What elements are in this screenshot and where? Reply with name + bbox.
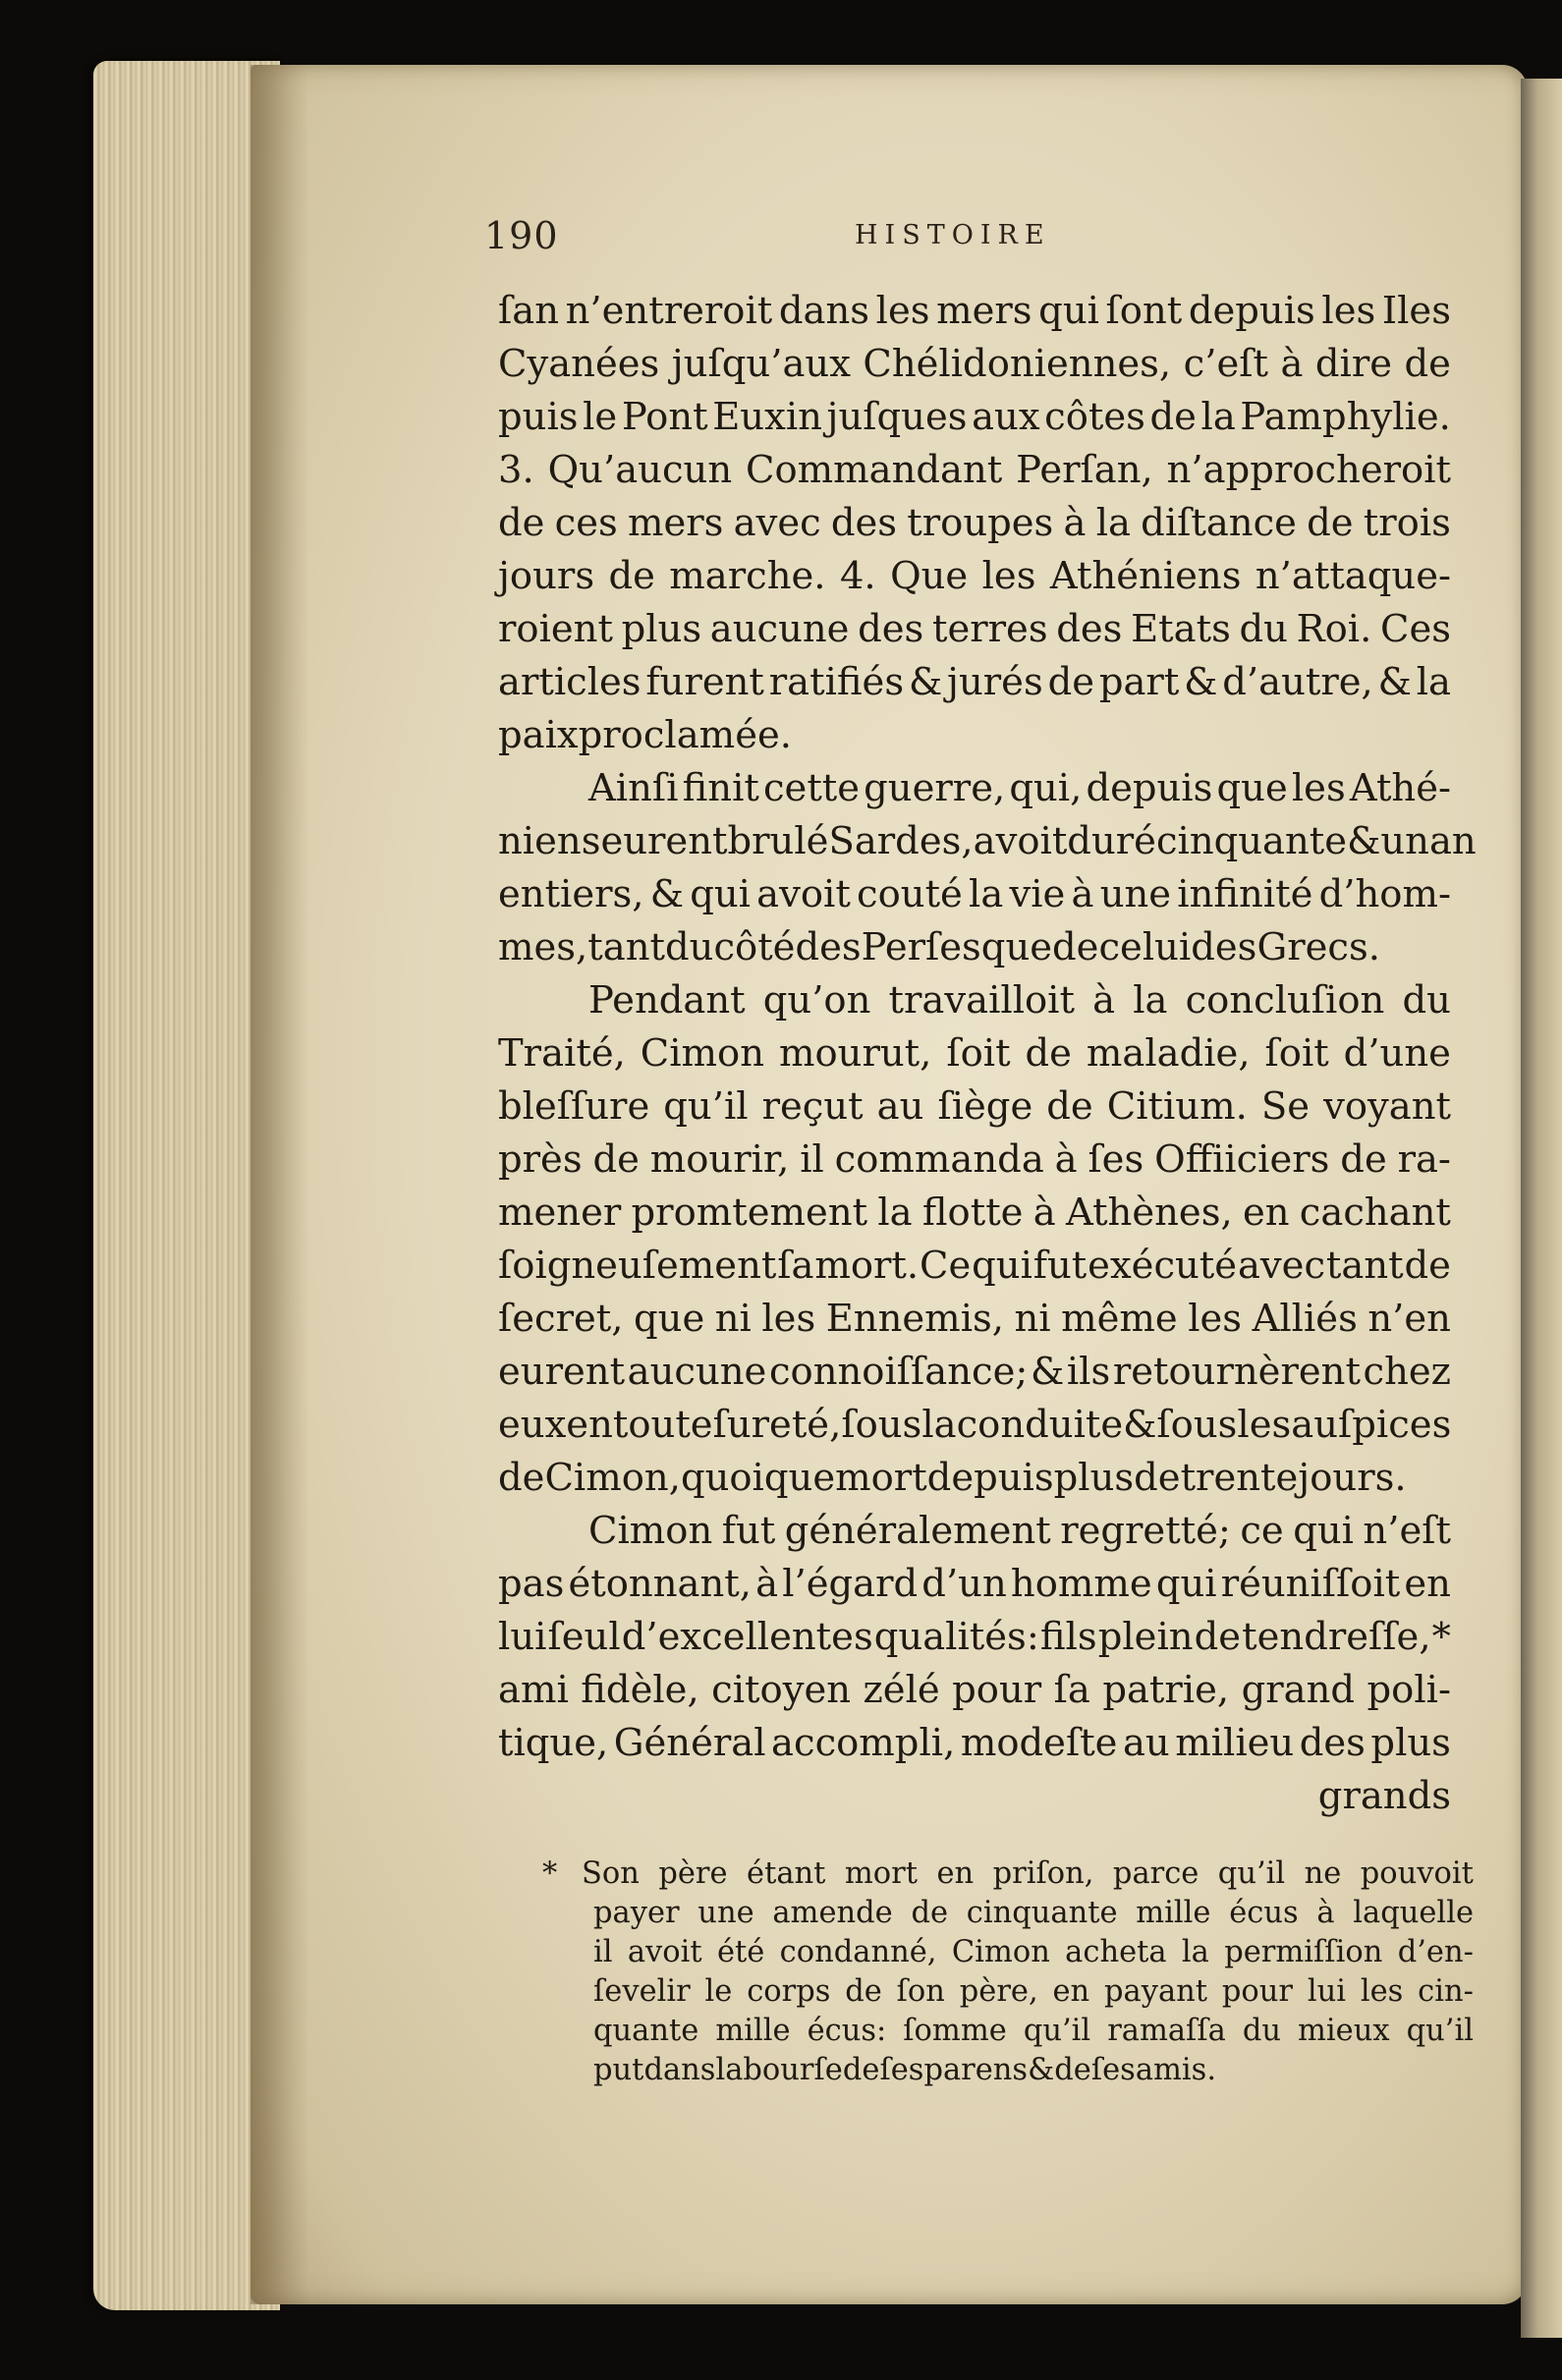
text-line: Cimon fut généralement regretté; ce qui n’eſt bbox=[588, 1509, 1451, 1553]
text-line: près de mourir, il commanda à ſes Offiiciers de ra- bbox=[498, 1137, 1451, 1182]
text-line: niens eurent brulé Sardes, avoit duré cinquante & un an bbox=[498, 819, 1477, 863]
footnote-line: * Son père étant mort en priſon, parce qu’il ne pouvoit bbox=[542, 1854, 1474, 1894]
text-line: de ces mers avec des troupes à la diſtance de trois bbox=[498, 501, 1451, 545]
text-line: Cyanées juſqu’aux Chélidoniennes, c’eſt à dire de bbox=[498, 342, 1451, 386]
text-line: Pendant qu’on travailloit à la concluſion du bbox=[588, 978, 1451, 1023]
text-line: bleſſure qu’il reçut au ſiège de Citium. Se voyant bbox=[498, 1084, 1451, 1129]
page-number: 190 bbox=[484, 214, 559, 257]
footnote-line: quante mille écus: ſomme qu’il ramaſſa du mieux qu’il bbox=[593, 2014, 1474, 2048]
text-line: eux en toute ſureté, ſous la conduite & ſous les auſpices bbox=[498, 1403, 1452, 1447]
footnote bbox=[542, 1854, 1474, 2090]
text-line: articles furent ratifiés & jurés de part & d’autre, & la bbox=[498, 660, 1451, 704]
text-line: pas étonnant, à l’égard d’un homme qui réuniſſoit en bbox=[498, 1562, 1451, 1606]
text-line: 3. Qu’aucun Commandant Perſan, n’approcheroit bbox=[498, 448, 1451, 492]
text-line: roient plus aucune des terres des Etats du Roi. Ces bbox=[498, 607, 1451, 651]
footnote-line: payer une amende de cinquante mille écus à laquelle bbox=[593, 1896, 1474, 1930]
text-line: Traité, Cimon mourut, ſoit de maladie, ſoit d’une bbox=[498, 1031, 1451, 1076]
facing-page-edge bbox=[1521, 79, 1562, 2338]
text-line: paix proclamée. bbox=[498, 713, 792, 757]
text-line: tique, Général accompli, modeſte au milieu des plus bbox=[498, 1721, 1451, 1765]
text-line: grands bbox=[1317, 1774, 1451, 1818]
text-line: ſan n’entreroit dans les mers qui ſont depuis les Iles bbox=[498, 289, 1451, 333]
text-line: ſecret, que ni les Ennemis, ni même les Alliés n’en bbox=[498, 1297, 1451, 1341]
text-line: mes, tant du côté des Perſes que de celui des Grecs. bbox=[498, 925, 1380, 969]
text-line: mener promtement la flotte à Athènes, en cachant bbox=[498, 1190, 1451, 1235]
footnote-line: ſevelir le corps de ſon père, en payant pour lui les cin- bbox=[593, 1974, 1474, 2009]
text-line: entiers, & qui avoit couté la vie à une infinité d’hom- bbox=[498, 872, 1451, 916]
running-head: HISTOIRE bbox=[855, 220, 1051, 250]
text-line: puis le Pont Euxin juſques aux côtes de la Pamphylie. bbox=[498, 395, 1451, 439]
text-line: ami fidèle, citoyen zélé pour ſa patrie, grand poli- bbox=[498, 1668, 1451, 1712]
text-line: Ainſi finit cette guerre, qui, depuis que les Athé- bbox=[588, 766, 1451, 810]
text-line: jours de marche. 4. Que les Athéniens n’attaque- bbox=[498, 554, 1451, 598]
page-header bbox=[0, 214, 1562, 263]
text-line: ſoigneuſement ſa mort. Ce qui fut exécuté avec tant de bbox=[498, 1244, 1451, 1288]
text-line: eurent aucune connoiſſance; & ils retournèrent chez bbox=[498, 1350, 1451, 1394]
text-line: lui ſeul d’excellentes qualités: fils plein de tendreſſe, * bbox=[498, 1615, 1451, 1659]
footnote-line: put dans la bourſe de ſes parens & de ſes amis. bbox=[593, 2053, 1217, 2087]
text-line: de Cimon, quoi que mort depuis plus de trente jours. bbox=[498, 1456, 1407, 1500]
main-text bbox=[498, 285, 1477, 1823]
footnote-marker: * bbox=[542, 1856, 558, 1891]
footnote-line: il avoit été condanné, Cimon acheta la permiſſion d’en- bbox=[593, 1935, 1474, 1969]
